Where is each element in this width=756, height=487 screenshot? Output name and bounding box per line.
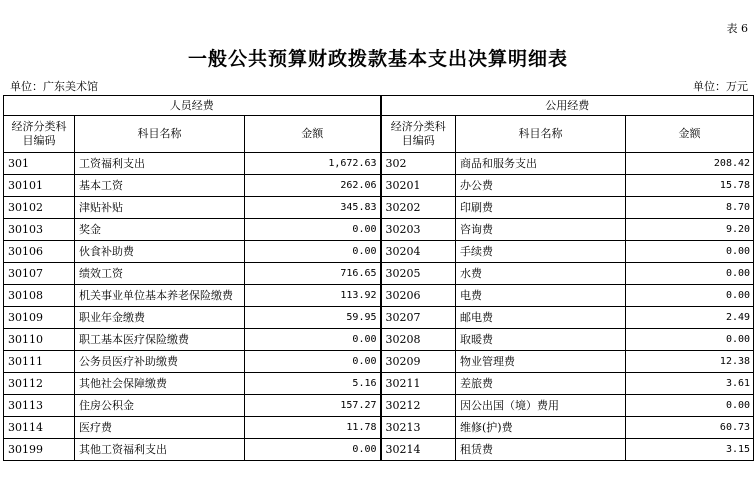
table-row bbox=[4, 219, 754, 241]
left-amount-cell: 345.83 bbox=[245, 197, 381, 219]
left-amount-cell: 11.78 bbox=[245, 417, 381, 439]
left-name-cell: 伙食补助费 bbox=[75, 241, 245, 263]
left-name-cell: 其他社会保障缴费 bbox=[75, 373, 245, 395]
left-code-cell: 30109 bbox=[4, 307, 75, 329]
expenditure-table bbox=[3, 95, 754, 461]
left-code-cell: 30108 bbox=[4, 285, 75, 307]
right-amount-cell: 0.00 bbox=[626, 241, 754, 263]
left-code-cell: 30111 bbox=[4, 351, 75, 373]
left-code-cell: 30114 bbox=[4, 417, 75, 439]
left-amount-header: 金额 bbox=[245, 116, 381, 153]
right-name-cell: 维修(护)费 bbox=[456, 417, 626, 439]
right-name-cell: 取暖费 bbox=[456, 329, 626, 351]
left-name-cell: 其他工资福利支出 bbox=[75, 439, 245, 461]
right-name-cell: 差旅费 bbox=[456, 373, 626, 395]
left-code-cell: 30103 bbox=[4, 219, 75, 241]
left-code-cell: 30107 bbox=[4, 263, 75, 285]
left-name-cell: 基本工资 bbox=[75, 175, 245, 197]
right-amount-cell: 0.00 bbox=[626, 263, 754, 285]
right-code-cell: 30209 bbox=[381, 351, 456, 373]
left-amount-cell: 5.16 bbox=[245, 373, 381, 395]
left-code-cell: 30106 bbox=[4, 241, 75, 263]
right-amount-cell: 0.00 bbox=[626, 285, 754, 307]
left-amount-cell: 157.27 bbox=[245, 395, 381, 417]
left-name-cell: 绩效工资 bbox=[75, 263, 245, 285]
table-row bbox=[4, 285, 754, 307]
left-name-cell: 职工基本医疗保险缴费 bbox=[75, 329, 245, 351]
right-amount-cell: 208.42 bbox=[626, 153, 754, 175]
left-code-cell: 30113 bbox=[4, 395, 75, 417]
page-title: 一般公共预算财政拨款基本支出决算明细表 bbox=[187, 48, 568, 70]
left-name-cell: 机关事业单位基本养老保险缴费 bbox=[75, 285, 245, 307]
left-name-cell: 奖金 bbox=[75, 219, 245, 241]
personnel-expense-header: 人员经费 bbox=[4, 96, 381, 116]
right-amount-cell: 3.15 bbox=[626, 439, 754, 461]
left-code-header: 经济分类科目编码 bbox=[4, 116, 75, 153]
table-row bbox=[4, 153, 754, 175]
right-amount-header: 金额 bbox=[626, 116, 754, 153]
left-name-cell: 医疗费 bbox=[75, 417, 245, 439]
right-code-cell: 30213 bbox=[381, 417, 456, 439]
table-row bbox=[4, 351, 754, 373]
right-code-cell: 302 bbox=[381, 153, 456, 175]
table-row bbox=[4, 307, 754, 329]
right-code-cell: 30212 bbox=[381, 395, 456, 417]
left-name-cell: 公务员医疗补助缴费 bbox=[75, 351, 245, 373]
right-amount-cell: 60.73 bbox=[626, 417, 754, 439]
right-code-cell: 30202 bbox=[381, 197, 456, 219]
right-code-cell: 30214 bbox=[381, 439, 456, 461]
table-row bbox=[4, 241, 754, 263]
left-amount-cell: 0.00 bbox=[245, 439, 381, 461]
left-amount-cell: 1,672.63 bbox=[245, 153, 381, 175]
right-name-cell: 租赁费 bbox=[456, 439, 626, 461]
left-name-cell: 津贴补贴 bbox=[75, 197, 245, 219]
left-code-cell: 30112 bbox=[4, 373, 75, 395]
table-row bbox=[4, 197, 754, 219]
right-code-cell: 30204 bbox=[381, 241, 456, 263]
right-name-cell: 水费 bbox=[456, 263, 626, 285]
left-code-cell: 30101 bbox=[4, 175, 75, 197]
right-name-cell: 物业管理费 bbox=[456, 351, 626, 373]
right-code-cell: 30208 bbox=[381, 329, 456, 351]
left-code-cell: 301 bbox=[4, 153, 75, 175]
right-code-cell: 30201 bbox=[381, 175, 456, 197]
left-name-cell: 职业年金缴费 bbox=[75, 307, 245, 329]
right-name-cell: 因公出国（境）费用 bbox=[456, 395, 626, 417]
table-number: 表 6 bbox=[726, 22, 748, 35]
left-code-cell: 30102 bbox=[4, 197, 75, 219]
unit-currency: 单位：万元 bbox=[693, 80, 748, 93]
left-code-cell: 30110 bbox=[4, 329, 75, 351]
right-code-cell: 30206 bbox=[381, 285, 456, 307]
table-row bbox=[4, 329, 754, 351]
right-code-cell: 30211 bbox=[381, 373, 456, 395]
left-amount-cell: 0.00 bbox=[245, 241, 381, 263]
left-name-header: 科目名称 bbox=[75, 116, 245, 153]
left-amount-cell: 0.00 bbox=[245, 351, 381, 373]
right-name-cell: 邮电费 bbox=[456, 307, 626, 329]
left-amount-cell: 716.65 bbox=[245, 263, 381, 285]
left-amount-cell: 0.00 bbox=[245, 219, 381, 241]
right-name-cell: 咨询费 bbox=[456, 219, 626, 241]
left-name-cell: 工资福利支出 bbox=[75, 153, 245, 175]
table-row bbox=[4, 373, 754, 395]
right-name-cell: 印刷费 bbox=[456, 197, 626, 219]
right-name-cell: 手续费 bbox=[456, 241, 626, 263]
right-name-cell: 电费 bbox=[456, 285, 626, 307]
left-code-cell: 30199 bbox=[4, 439, 75, 461]
right-amount-cell: 9.20 bbox=[626, 219, 754, 241]
left-amount-cell: 262.06 bbox=[245, 175, 381, 197]
right-name-cell: 商品和服务支出 bbox=[456, 153, 626, 175]
right-amount-cell: 12.38 bbox=[626, 351, 754, 373]
table-row bbox=[4, 175, 754, 197]
table-row bbox=[4, 417, 754, 439]
unit-organization: 单位：广东美术馆 bbox=[10, 80, 98, 93]
table-row bbox=[4, 263, 754, 285]
group-header-row bbox=[4, 96, 754, 116]
left-amount-cell: 59.95 bbox=[245, 307, 381, 329]
right-amount-cell: 0.00 bbox=[626, 395, 754, 417]
right-name-header: 科目名称 bbox=[456, 116, 626, 153]
right-amount-cell: 3.61 bbox=[626, 373, 754, 395]
right-amount-cell: 0.00 bbox=[626, 329, 754, 351]
right-amount-cell: 2.49 bbox=[626, 307, 754, 329]
public-expense-header: 公用经费 bbox=[381, 96, 754, 116]
right-code-cell: 30205 bbox=[381, 263, 456, 285]
right-amount-cell: 8.70 bbox=[626, 197, 754, 219]
column-header-row bbox=[4, 116, 754, 153]
table-row bbox=[4, 395, 754, 417]
left-amount-cell: 113.92 bbox=[245, 285, 381, 307]
right-amount-cell: 15.78 bbox=[626, 175, 754, 197]
table-row bbox=[4, 439, 754, 461]
right-name-cell: 办公费 bbox=[456, 175, 626, 197]
right-code-cell: 30203 bbox=[381, 219, 456, 241]
left-name-cell: 住房公积金 bbox=[75, 395, 245, 417]
left-amount-cell: 0.00 bbox=[245, 329, 381, 351]
right-code-header: 经济分类科目编码 bbox=[381, 116, 456, 153]
right-code-cell: 30207 bbox=[381, 307, 456, 329]
